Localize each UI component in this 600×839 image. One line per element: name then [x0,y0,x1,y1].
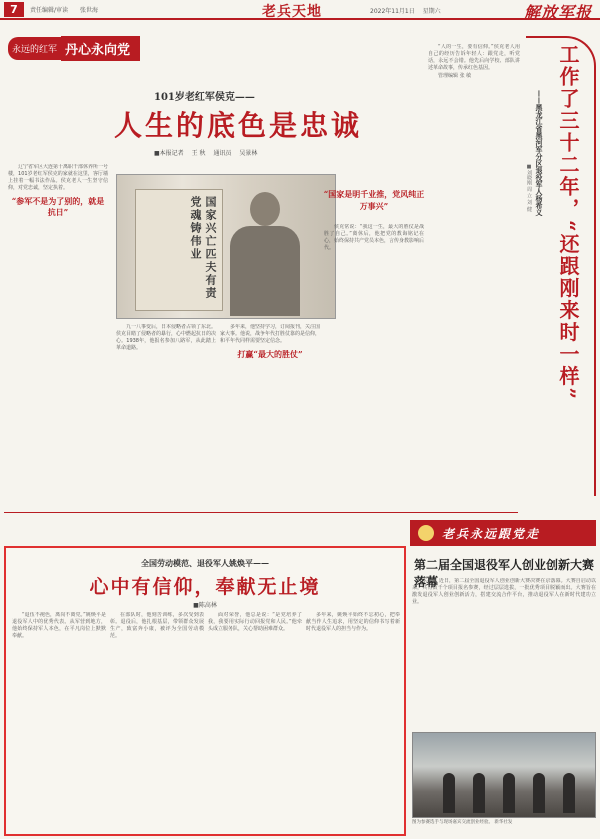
column-banner-main: 丹心永向党 [61,36,140,61]
party-emblem-icon [418,525,434,541]
feature-headline: 人生的底色是忠诚 [114,109,363,142]
boxed-paragraph: 在部队时，他刻苦训练，多次受到表彰。退役后，他扎根基层，带领群众发展生产，致富奔小康，被评为全国劳动模范。 [110,612,204,639]
contest-article [412,578,596,728]
boxed-byline: ■陈高林 [193,602,217,609]
photo-person [473,773,485,813]
boxed-column-1 [12,612,106,830]
right-column-article [526,24,596,514]
editor-label: 责任编辑/审读 [30,7,69,14]
veteran-banner [410,520,596,546]
column-banner-sub: 永远的红军 [8,37,61,60]
issue-weekday: 星期六 [422,8,441,15]
boxed-paragraph: 面对荣誉，他总是说：“是党培养了我，我要用实际行动回报党和人民。”他牵头成立服务队，关心帮助困难群众。 [208,612,302,632]
vertical-subhead: ——黑龙江省黑河军分区退役军人杨希义 [535,90,544,216]
feature-column-2 [116,324,216,529]
column-banner [8,36,140,60]
calligraphy-plaque: 国家兴亡匹夫有责 党魂铸伟业 [135,189,223,311]
photo-person [533,773,545,813]
contest-paragraph: 本报讯 近日，第二届全国退役军人创业创新大赛决赛在京落幕。大赛自启动以来，共有数千个项目报名参赛，经过层层选拔，一批优秀项目脱颖而出。大赛旨在激发退役军人创业创新活力，搭建交流合作平台，推动退役军人在新时代建功立业。 [412,578,596,605]
byline-reporter-label: ■本报记者 [154,150,184,157]
feature-byline [154,148,263,157]
feature-column-5 [428,44,520,529]
page-number: 7 [4,2,24,17]
editor-info [30,5,108,14]
contest-photo [412,732,596,818]
feature-subhead-1: “参军不是为了别的，就是抗日” [11,196,105,217]
paper-logo: 解放军报 [523,3,592,22]
contest-headline: 第二届全国退役军人创业创新大赛落幕 [414,558,595,589]
section-divider [4,512,518,513]
vertical-headline: 工作了三十二年，“还跟刚来时一样” [556,44,580,402]
byline-correspondent-label: 通讯员 [213,150,232,157]
feature-kicker: 101岁老红军侯克—— [154,92,255,103]
boxed-paragraph: “退伍不褪色，离岗不离党。”姚焕平是退役军人中的优秀代表。从军营到地方，他始终保持军人本色，在平凡岗位上默默奉献。 [12,612,106,639]
feature-paragraph: 多年来，他坚持学习，订阅报刊，关注国家大事。他说，战争年代打胜仗靠的是信仰，和平年代同样需要坚定信念。 [220,324,320,344]
contest-photo-caption: 图为参赛选手与现场嘉宾交流创业经验。 新华社发 [412,820,513,825]
photo-person [443,773,455,813]
masthead [0,0,600,20]
boxed-headline: 心中有信仰，奉献无止境 [89,576,321,598]
portrait-head [250,192,280,226]
feature-paragraph: 九一八事变后，日本侵略者占领了东北。侯克目睹了侵略者的暴行，心中燃起抗日的决心。1938年，他报名参加八路军，从此踏上革命道路。 [116,324,216,351]
byline-correspondent: 吴景林 [239,150,258,157]
feature-paragraph: 辽宁省军区大连第十离职干部休养所一号楼，101岁老红军侯克的家就在这里，客厅墙上挂着一幅书法作品。侯克老人一生坚守信仰，对党忠诚，坚定执着。 [8,164,108,191]
vertical-byline: ■刘晓刚 周 立 刘 健 [526,164,532,212]
section-title: 老兵天地 [262,4,322,20]
feature-paragraph: “人的一生，要有信仰。”侯克老人用自己的经历告诉年轻人：跟党走，听党话，永远不会错。他先后向学校、部队讲述革命故事，传承红色基因。 [428,44,520,71]
byline-reporter: 王 秋 [191,150,206,157]
photo-person [563,773,575,813]
boxed-column-2 [110,612,204,830]
veteran-banner-label: 老兵永远跟党走 [442,527,541,541]
boxed-column-3 [208,612,302,830]
feature-subhead-2: 打赢“最大的胜仗” [237,349,303,359]
editor-name: 张世海 [79,7,98,14]
feature-column-4 [324,224,424,529]
soldier-portrait [216,178,314,318]
feature-footer-editor: 管理编辑 张 敏 [438,73,472,79]
boxed-column-4 [306,612,400,830]
boxed-paragraph: 多年来，姚焕平始终不忘初心，把奉献当作人生追求，用坚定的信仰书写着新时代退役军人的担当与作为。 [306,612,400,632]
feature-column-1 [8,164,108,532]
boxed-kicker: 全国劳动模范、退役军人姚焕平—— [141,558,269,568]
boxed-article [4,546,406,836]
photo-person [503,773,515,813]
issue-date [370,6,447,15]
feature-paragraph: 侯克常说：“我这一生，最大的胜仗是战胜了自己。”离休后，他把党的教诲铭记在心，始终保持共产党员本色，言传身教影响后代。 [324,224,424,251]
portrait-body [230,226,300,316]
feature-column-3 [220,324,320,529]
pull-quote: “国家是明千业推，党风纯正万事兴” [323,189,425,211]
issue-date-text: 2022年11月1日 [370,8,415,15]
